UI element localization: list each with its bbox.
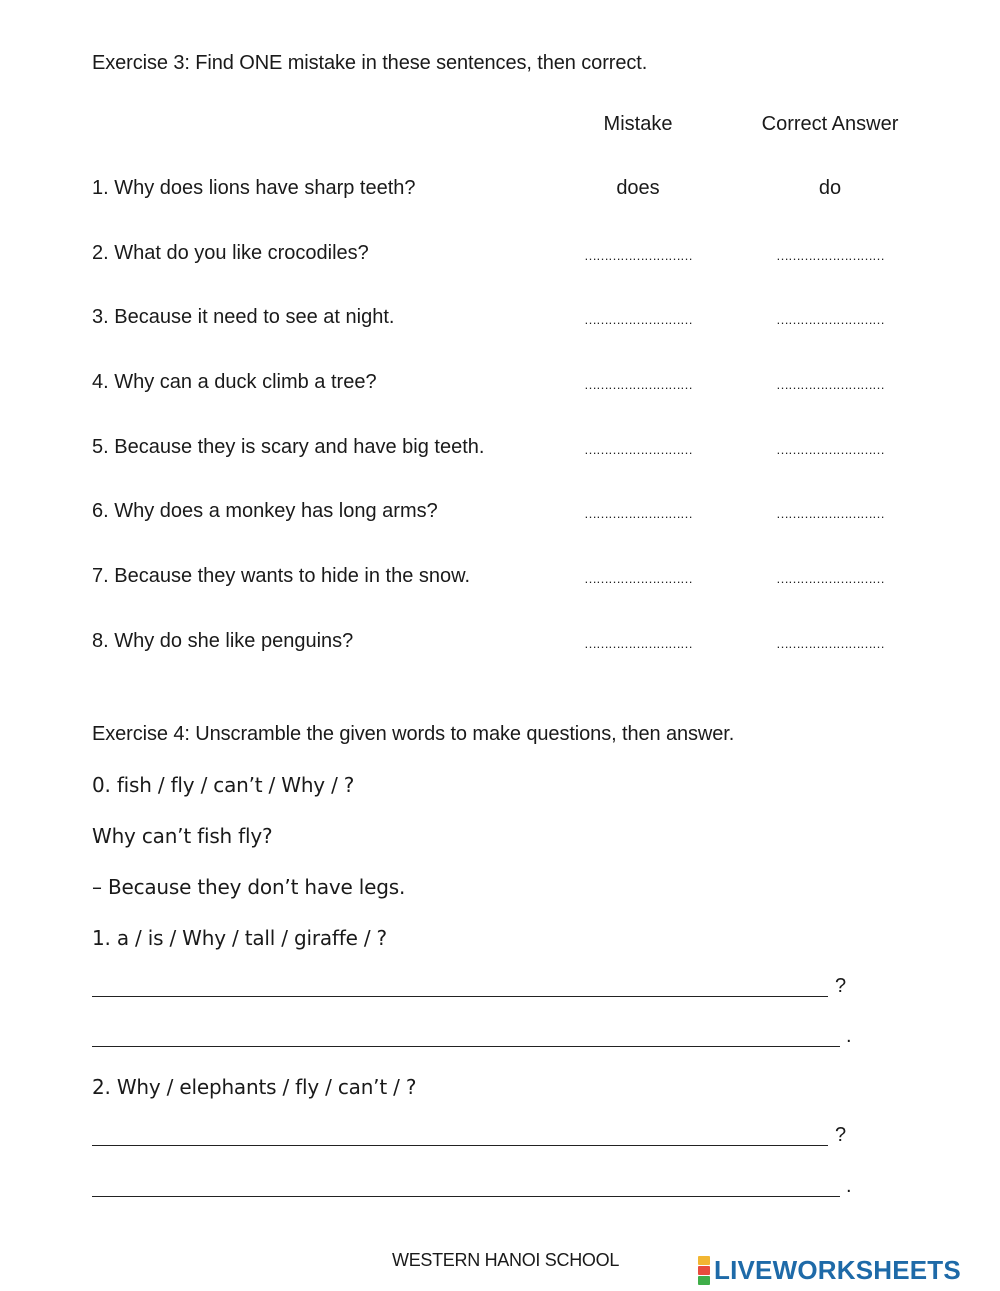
exercise-3-title: Exercise 3: Find ONE mistake in these sentences, then correct. [92, 52, 648, 74]
exercise-4-title: Exercise 4: Unscramble the given words to make questions, then answer. [92, 723, 735, 745]
exercise-3-sentence-3: 3. Because it need to see at night. [92, 306, 395, 328]
question-mark-1: ? [835, 975, 847, 997]
mistake-input-5[interactable]: ……………………… [584, 442, 692, 457]
example-prompt: 0. fish / fly / can’t / Why / ? [92, 773, 355, 797]
mistake-input-6[interactable]: ……………………… [584, 506, 692, 521]
mistake-column-header: Mistake [603, 113, 673, 135]
mistake-input-7[interactable]: ……………………… [584, 571, 692, 586]
exercise-4-prompt-1: 1. a / is / Why / tall / giraffe / ? [92, 926, 387, 950]
question-mark-2: ? [835, 1124, 847, 1146]
exercise-3-sentence-2: 2. What do you like crocodiles? [92, 242, 369, 264]
period-mark-1: . [846, 1025, 852, 1047]
example-question: Why can’t fish fly? [92, 824, 273, 848]
exercise-3-sentence-8: 8. Why do she like penguins? [92, 630, 354, 652]
mistake-answer-1: does [616, 177, 660, 199]
exercise-3-sentence-7: 7. Because they wants to hide in the snow. [92, 565, 471, 587]
correct-answer-column-header: Correct Answer [761, 113, 899, 135]
exercise-3-sentence-5: 5. Because they is scary and have big teeth. [92, 436, 485, 458]
logo-block [698, 1256, 710, 1265]
correct-input-6[interactable]: ……………………… [776, 506, 884, 521]
period-mark-2: . [846, 1175, 852, 1197]
exercise-3-sentence-6: 6. Why does a monkey has long arms? [92, 500, 438, 522]
correct-input-7[interactable]: ……………………… [776, 571, 884, 586]
response-answer-line-1[interactable] [92, 1046, 840, 1047]
school-name: WESTERN HANOI SCHOOL [392, 1250, 620, 1270]
exercise-3-sentence-4: 4. Why can a duck climb a tree? [92, 371, 377, 393]
question-answer-line-2[interactable] [92, 1145, 828, 1146]
exercise-3-sentence-1: 1. Why does lions have sharp teeth? [92, 177, 416, 199]
correct-answer-1: do [818, 177, 842, 199]
correct-input-2[interactable]: ……………………… [776, 248, 884, 263]
question-answer-line-1[interactable] [92, 996, 828, 997]
correct-input-4[interactable]: ……………………… [776, 377, 884, 392]
exercise-4-prompt-2: 2. Why / elephants / fly / can’t / ? [92, 1075, 417, 1099]
response-answer-line-2[interactable] [92, 1196, 840, 1197]
correct-input-8[interactable]: ……………………… [776, 636, 884, 651]
logo-block [698, 1266, 710, 1275]
correct-input-5[interactable]: ……………………… [776, 442, 884, 457]
logo-text: LIVEWORKSHEETS [714, 1254, 961, 1285]
mistake-input-3[interactable]: ……………………… [584, 312, 692, 327]
mistake-input-8[interactable]: ……………………… [584, 636, 692, 651]
liveworksheets-logo [698, 1254, 961, 1286]
correct-input-3[interactable]: ……………………… [776, 312, 884, 327]
logo-block [698, 1276, 710, 1285]
logo-blocks-icon [698, 1256, 710, 1285]
example-answer: – Because they don’t have legs. [92, 875, 406, 899]
mistake-input-4[interactable]: ……………………… [584, 377, 692, 392]
mistake-input-2[interactable]: ……………………… [584, 248, 692, 263]
